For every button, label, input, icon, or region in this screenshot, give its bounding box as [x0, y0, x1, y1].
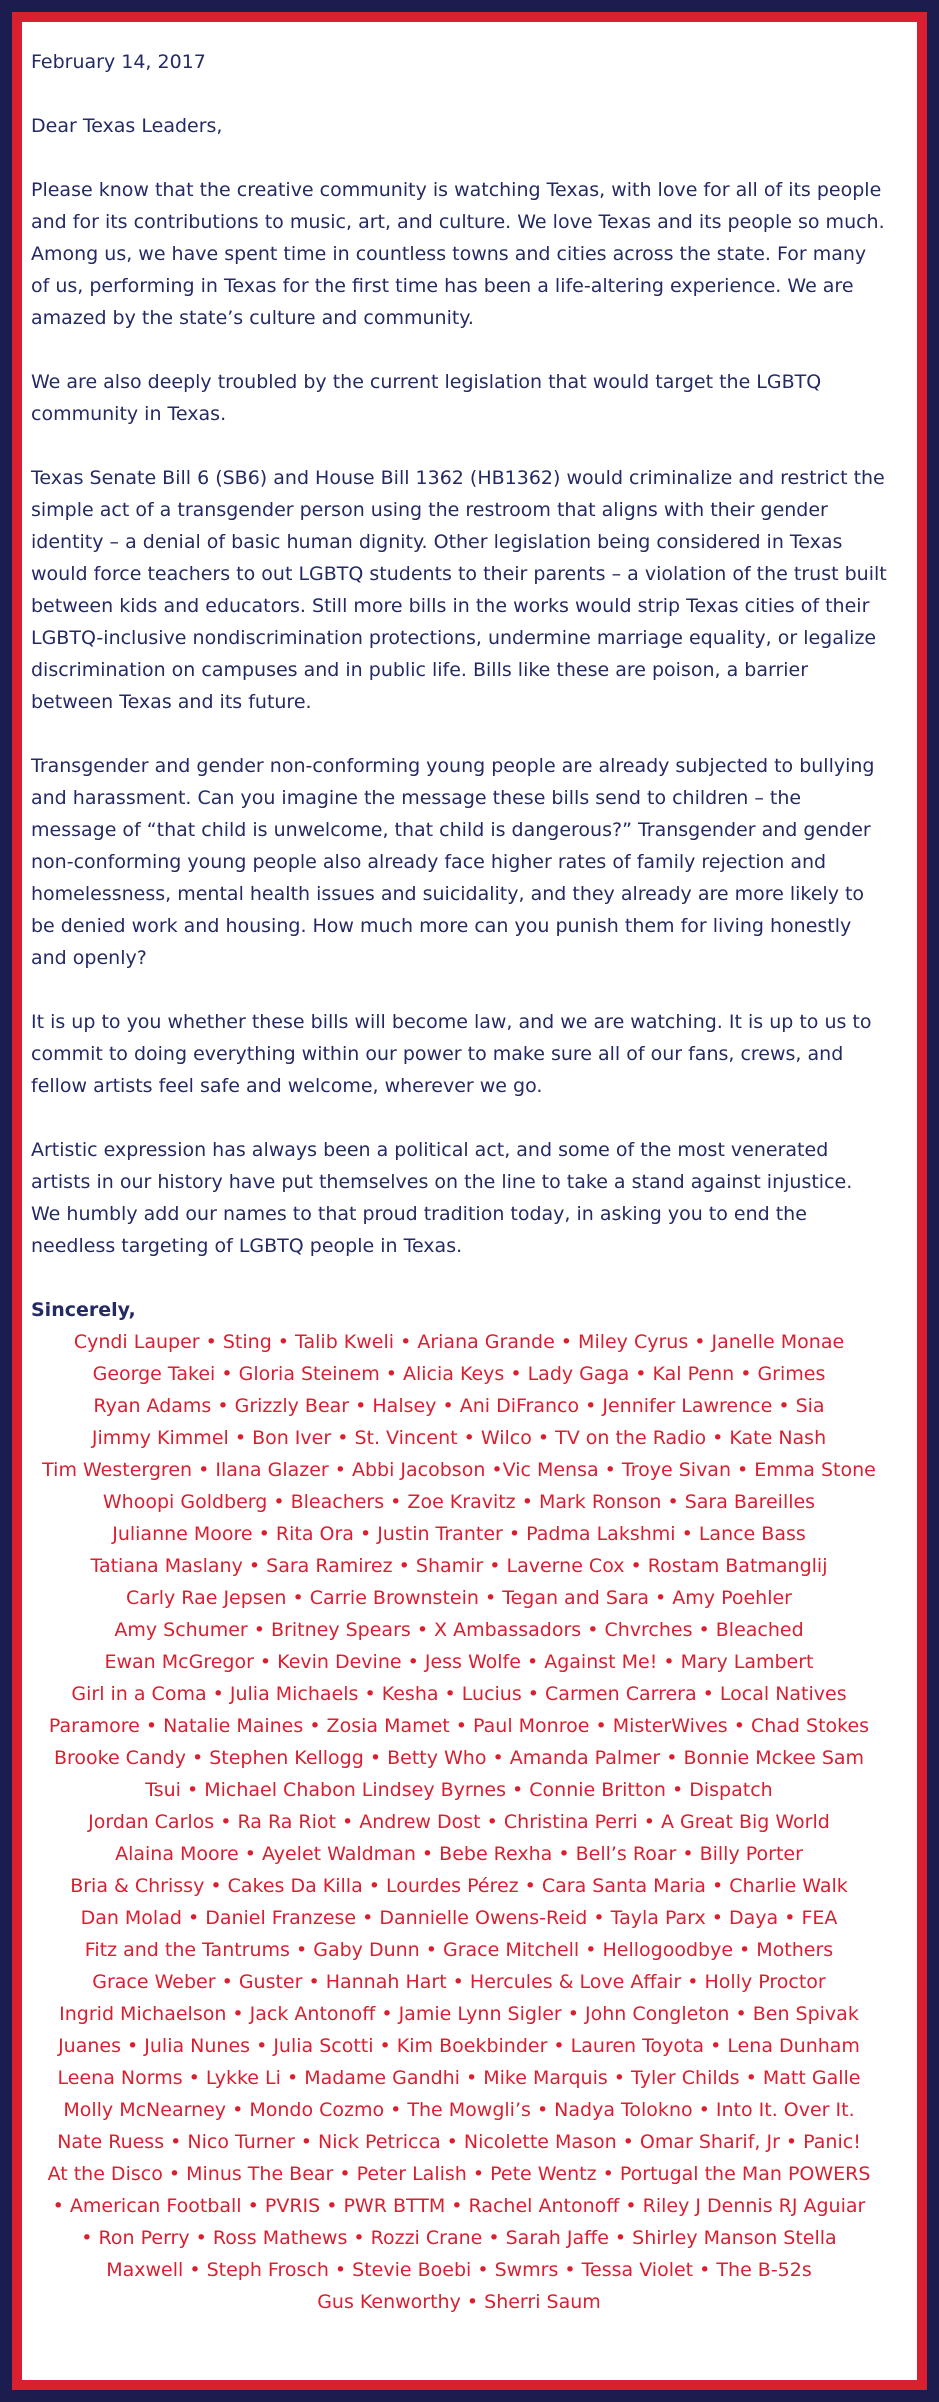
signature-line: Jimmy Kimmel • Bon Iver • St. Vincent • Wilco • TV on the Radio • Kate Nash	[91, 1427, 827, 1449]
letter-content	[31, 46, 887, 2318]
letter-paragraph-6: Artistic expression has always been a political act, and some of the most venerated artists in our history have put themselves on the line to take a stand against injustice. We humbly add our names to that proud tradition today, in asking you to end the needless targeting of LGBTQ people in Texas.	[31, 1139, 853, 1257]
signature-line: Julianne Moore • Rita Ora • Justin Tranter • Padma Lakshmi • Lance Bass	[112, 1523, 806, 1545]
signature-line: At the Disco • Minus The Bear • Peter Lalish • Pete Wentz • Portugal the Man POWERS	[47, 2163, 871, 2185]
signature-line: Whoopi Goldberg • Bleachers • Zoe Kravitz • Mark Ronson • Sara Bareilles	[102, 1491, 816, 1513]
signature-line: Nate Ruess • Nico Turner • Nick Petricca • Nicolette Mason • Omar Sharif, Jr • Panic!	[57, 2131, 861, 2153]
signature-line: Grace Weber • Guster • Hannah Hart • Hercules & Love Affair • Holly Proctor	[92, 1971, 826, 1993]
signature-line: George Takei • Gloria Steinem • Alicia Keys • Lady Gaga • Kal Penn • Grimes	[92, 1363, 826, 1385]
signature-line: Jordan Carlos • Ra Ra Riot • Andrew Dost • Christina Perri • A Great Big World	[88, 1811, 830, 1833]
letter-paragraph-3: Texas Senate Bill 6 (SB6) and House Bill 1362 (HB1362) would criminalize and restrict the simple act of a transgender person using the restroom that aligns with their gender identity – a denial of basic human dignity. Other legislation being considered in Texas would force teachers to out LGBTQ students to their parents – a violation of the trust built between kids and educators. Still more bills in the works would strip Texas cities of their LGBTQ-inclusive nondiscrimination protections, undermine marriage equality, or legalize discrimination on campuses and in public life. Bills like these are poison, a barrier between Texas and its future.	[31, 467, 887, 713]
letter-greeting: Dear Texas Leaders,	[31, 115, 223, 137]
signature-line: • American Football • PVRIS • PWR BTTM • Rachel Antonoff • Riley J Dennis RJ Aguiar	[52, 2195, 866, 2217]
signature-line: Maxwell • Steph Frosch • Stevie Boebi • Swmrs • Tessa Violet • The B-52s	[106, 2259, 812, 2281]
signature-line: Tatiana Maslany • Sara Ramirez • Shamir • Laverne Cox • Rostam Batmanglij	[90, 1555, 828, 1577]
signature-line: • Ron Perry • Ross Mathews • Rozzi Crane • Sarah Jaffe • Shirley Manson Stella	[81, 2227, 837, 2249]
signature-line: Cyndi Lauper • Sting • Talib Kweli • Ariana Grande • Miley Cyrus • Janelle Monae	[73, 1331, 845, 1353]
signature-line: Carly Rae Jepsen • Carrie Brownstein • Tegan and Sara • Amy Poehler	[126, 1587, 792, 1609]
signature-line: Molly McNearney • Mondo Cozmo • The Mowgli’s • Nadya Tolokno • Into It. Over It.	[63, 2099, 855, 2121]
signature-line: Bria & Chrissy • Cakes Da Killa • Lourdes Pérez • Cara Santa Maria • Charlie Walk	[70, 1875, 848, 1897]
signature-line: Ingrid Michaelson • Jack Antonoff • Jamie Lynn Sigler • John Congleton • Ben Spivak	[59, 2003, 859, 2025]
signature-line: Alaina Moore • Ayelet Waldman • Bebe Rexha • Bell’s Roar • Billy Porter	[115, 1843, 803, 1865]
signature-line: Girl in a Coma • Julia Michaels • Kesha • Lucius • Carmen Carrera • Local Natives	[71, 1683, 847, 1705]
signature-line: Dan Molad • Daniel Franzese • Dannielle Owens-Reid • Tayla Parx • Daya • FEA	[80, 1907, 838, 1929]
signature-line: Juanes • Julia Nunes • Julia Scotti • Kim Boekbinder • Lauren Toyota • Lena Dunham	[58, 2035, 860, 2057]
letter-paragraph-4: Transgender and gender non-conforming young people are already subjected to bullying and harassment. Can you imagine the message these bills send to children – the message of “that child is unwelcome, that child is dangerous?” Transgender and gender non-conforming young people also already face higher rates of family rejection and homelessness, mental health issues and suicidality, and they already are more likely to be denied work and housing. How much more can you punish them for living honestly and openly?	[31, 755, 875, 969]
letter-paragraph-1: Please know that the creative community is watching Texas, with love for all of its people and for its contributions to music, art, and culture. We love Texas and its people so much. Among us, we have spent time in countless towns and cities across the state. For many of us, performing in Texas for the first time has been a life-altering experience. We are amazed by the state’s culture and community.	[31, 179, 885, 329]
signature-list	[31, 1326, 887, 2318]
signature-line: Paramore • Natalie Maines • Zosia Mamet • Paul Monroe • MisterWives • Chad Stokes	[48, 1715, 870, 1737]
letter-paragraph-2: We are also deeply troubled by the current legislation that would target the LGBTQ community in Texas.	[31, 371, 822, 425]
letter-paragraph-5: It is up to you whether these bills will become law, and we are watching. It is up to us to commit to doing everything within our power to make sure all of our fans, crews, and fellow artists feel safe and welcome, wherever we go.	[31, 1011, 872, 1097]
signature-line: Leena Norms • Lykke Li • Madame Gandhi • Mike Marquis • Tyler Childs • Matt Galle	[57, 2067, 861, 2089]
signature-line: Amy Schumer • Britney Spears • X Ambassadors • Chvrches • Bleached	[114, 1619, 804, 1641]
signature-line: Ewan McGregor • Kevin Devine • Jess Wolfe • Against Me! • Mary Lambert	[104, 1651, 814, 1673]
signature-line: Brooke Candy • Stephen Kellogg • Betty Who • Amanda Palmer • Bonnie Mckee Sam	[53, 1747, 865, 1769]
letter-date: February 14, 2017	[31, 51, 206, 73]
signature-line: Gus Kenworthy • Sherri Saum	[317, 2291, 601, 2313]
signature-line: Tim Westergren • Ilana Glazer • Abbi Jacobson •Vic Mensa • Troye Sivan • Emma Stone	[42, 1459, 876, 1481]
signature-line: Ryan Adams • Grizzly Bear • Halsey • Ani DiFranco • Jennifer Lawrence • Sia	[93, 1395, 825, 1417]
letter-closing: Sincerely,	[31, 1299, 136, 1321]
signature-line: Tsui • Michael Chabon Lindsey Byrnes • Connie Britton • Dispatch	[145, 1779, 773, 1801]
signature-line: Fitz and the Tantrums • Gaby Dunn • Grace Mitchell • Hellogoodbye • Mothers	[84, 1939, 834, 1961]
